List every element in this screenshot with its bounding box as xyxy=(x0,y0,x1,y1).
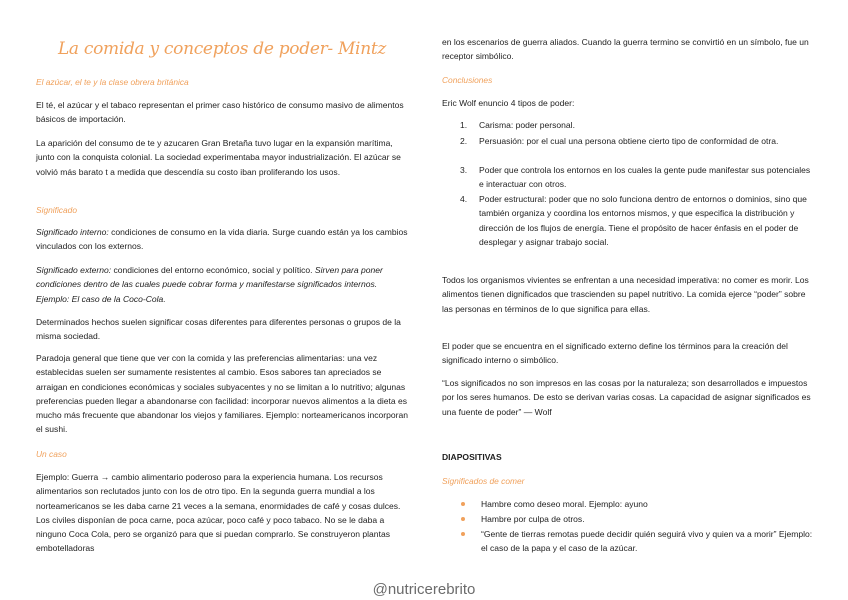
paragraph: en los escenarios de guerra aliados. Cuando la guerra termino se convirtió en un símbolo, fue un receptor simbólico. xyxy=(442,37,809,62)
slides-subheading: Significados de comer xyxy=(442,476,525,486)
paragraph: El té, el azúcar y el tabaco representan el primer caso histórico de consumo masivo de alimentos básicos de importación. xyxy=(36,100,404,125)
list-number: 4. xyxy=(460,194,468,204)
paragraph: Ejemplo: Guerra → cambio alimentario poderoso para la experiencia humana. Los recursos alimentarios son reclutados junto con los de otro tipo. En la segunda guerra mundial a los norteamericanos se les daba carne 21 veces a la semana, enormidades de café y cosas dulces. Los civiles disponían de poca carne, poca azúcar, poco café y poco tabaco. No se le daba a ninguno Coca Cola, pero se organizó para que si puedan comprarlo. Se construyeron plantas embotelladoras xyxy=(36,472,401,554)
bullet-icon xyxy=(461,517,465,521)
paragraph: Eric Wolf enuncio 4 tipos de poder: xyxy=(442,98,575,108)
paragraph-significado-externo xyxy=(36,263,408,306)
list-text: Hambre por culpa de otros. xyxy=(481,514,585,524)
page-title: La comida y conceptos de poder- Mintz xyxy=(57,39,387,59)
term-text: condiciones del entorno económico, social y político. xyxy=(111,265,315,275)
term-italic-text: Sirven para poner condiciones dentro de las cuales puede cobrar forma y manifestarse significados internos. Ejemplo: El caso de la Coco-Cola. xyxy=(36,265,383,304)
list-number: 2. xyxy=(460,136,468,146)
paragraph: La aparición del consumo de te y azucaren Gran Bretaña tuvo lugar en la expansión marítima, junto con la conquista colonial. La sociedad experimentaba mayor industrialización. El azúcar se volvió más barato t a medida que descendía su costo iban proliferando los usos. xyxy=(36,138,401,177)
bullet-icon xyxy=(461,532,465,536)
section-heading-conclusiones: Conclusiones xyxy=(442,75,493,85)
list-text: Carisma: poder personal. xyxy=(479,120,575,130)
term-label: Significado externo: xyxy=(36,265,112,275)
term-label: Significado interno: xyxy=(36,227,109,237)
list-text: Poder estructural: poder que no solo funciona dentro de entornos o dominios, sino que también organiza y coordina los entornos mismos, y que especifica la distribución y dirección de los flujos de energía. Tiene el propósito de hacer énfasis en el poder de desplegar y asignar trabajo social. xyxy=(479,194,807,247)
paragraph-significado-interno xyxy=(36,225,408,254)
list-text: Persuasión: por el cual una persona obtiene cierto tipo de conformidad de otra. xyxy=(479,136,779,146)
slides-heading: DIAPOSITIVAS xyxy=(442,452,502,462)
section-heading-un-caso: Un caso xyxy=(36,449,67,459)
section-heading-significado: Significado xyxy=(36,205,77,215)
quote-paragraph: “Los significados no son impresos en las cosas por la naturaleza; son desarrollados e impuestos por los seres humanos. De esto se derivan varias cosas. La capacidad de asignar significados es una fuente de poder” — Wolf xyxy=(442,378,811,417)
list-number: 1. xyxy=(460,120,468,130)
section-heading-azucar: El azúcar, el te y la clase obrera británica xyxy=(36,77,189,87)
list-number: 3. xyxy=(460,165,468,175)
paragraph: Todos los organismos vivientes se enfrentan a una necesidad imperativa: no comer es morir. Los alimentos tienen dignificados que trascienden su papel nutritivo. La comida ejerce “poder” sobre las personas en términos de lo que significa para ellas. xyxy=(442,275,809,314)
paragraph: El poder que se encuentra en el significado externo define los términos para la creación del significado interno o simbólico. xyxy=(442,341,788,366)
term-text: condiciones de consumo en la vida diaria. Surge cuando están ya los cambios vinculados con los externos. xyxy=(36,227,408,252)
author-watermark: @nutricerebrito xyxy=(372,581,476,598)
paragraph: Determinados hechos suelen significar cosas diferentes para diferentes personas o grupos de la misma sociedad. xyxy=(36,317,401,342)
list-text: “Gente de tierras remotas puede decidir quién seguirá vivo y quien va a morir” Ejemplo: el caso de la papa y el caso de la azúcar. xyxy=(481,529,813,554)
bullet-icon xyxy=(461,502,465,506)
paragraph: Paradoja general que tiene que ver con la comida y las preferencias alimentarias: una vez establecidas suelen ser sumamente resistentes al cambio. Esos sabores tan apreciados se arraigan en condiciones económicas y sociales subyacentes y no se limitan a lo nutritivo; algunas preferencias pueden llegar a abandonarse con facilidad: incorporar nuevos alimentos a la dieta es mucho más frecuente que abandonar los viejos y familiares. Ejemplo: norteamericanos incorporan el sushi. xyxy=(36,353,408,435)
list-text: Poder que controla los entornos en los cuales la gente pude manifestar sus potenciales e interactuar con otros. xyxy=(479,165,811,190)
list-text: Hambre como deseo moral. Ejemplo: ayuno xyxy=(481,499,648,509)
